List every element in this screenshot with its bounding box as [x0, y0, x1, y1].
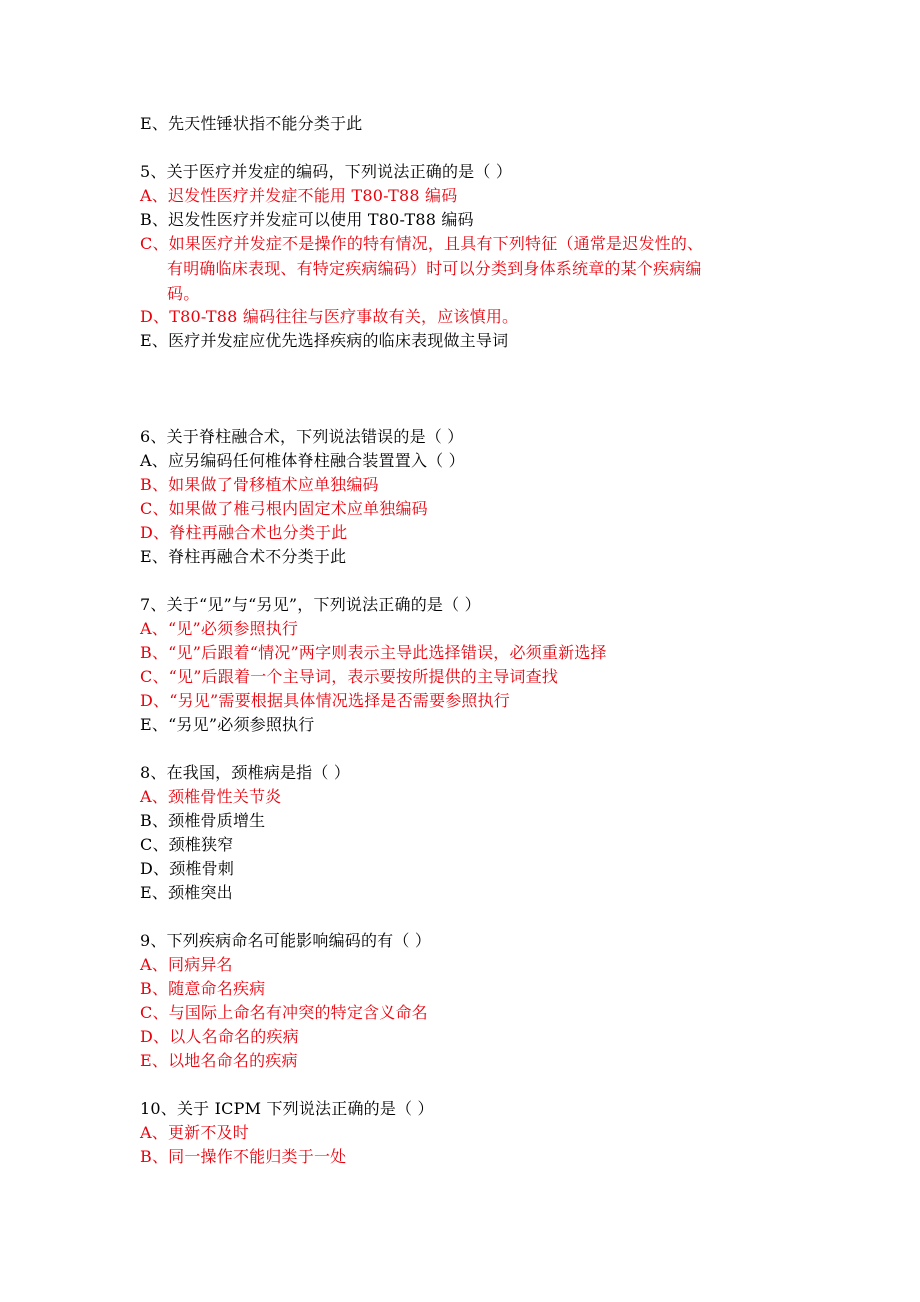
option-line: A、迟发性医疗并发症不能用 T80-T88 编码 [140, 186, 458, 205]
option-line-continued: 有明确临床表现、有特定疾病编码）时可以分类到身体系统章的某个疾病编 [167, 259, 702, 278]
option-line: C、与国际上命名有冲突的特定含义命名 [140, 1003, 428, 1022]
question-8-stem: 8、在我国，颈椎病是指（ ） [140, 763, 351, 782]
option-line: E、脊柱再融合术不分类于此 [140, 547, 347, 566]
option-line: E、“另见”必须参照执行 [140, 715, 315, 734]
option-line: E、先天性锤状指不能分类于此 [140, 114, 363, 133]
option-line: D、“另见”需要根据具体情况选择是否需要参照执行 [140, 691, 510, 710]
option-line: A、更新不及时 [140, 1123, 249, 1142]
option-line: D、颈椎骨刺 [140, 859, 235, 878]
option-line: B、如果做了骨移植术应单独编码 [140, 475, 379, 494]
option-line: C、如果医疗并发症不是操作的特有情况，且具有下列特征（通常是迟发性的、 [140, 234, 704, 253]
option-line: C、颈椎狭窄 [140, 835, 234, 854]
option-line: B、迟发性医疗并发症可以使用 T80-T88 编码 [140, 210, 474, 229]
option-line: C、“见”后跟着一个主导词，表示要按所提供的主导词查找 [140, 667, 559, 686]
question-7-stem: 7、关于“见”与“另见”，下列说法正确的是（ ） [140, 595, 481, 614]
option-line: A、同病异名 [140, 955, 233, 974]
option-line: E、医疗并发症应优先选择疾病的临床表现做主导词 [140, 331, 509, 350]
option-line: E、以地名命名的疾病 [140, 1051, 298, 1070]
option-line: A、应另编码任何椎体脊柱融合装置置入（ ） [140, 451, 465, 470]
option-line: B、随意命名疾病 [140, 979, 266, 998]
question-6-stem: 6、关于脊柱融合术，下列说法错误的是（ ） [140, 427, 464, 446]
option-line: C、如果做了椎弓根内固定术应单独编码 [140, 499, 428, 518]
option-line: D、脊柱再融合术也分类于此 [140, 523, 348, 542]
option-line: D、T80-T88 编码往往与医疗事故有关，应该慎用。 [140, 307, 519, 326]
question-9-stem: 9、下列疾病命名可能影响编码的有（ ） [140, 931, 432, 950]
option-line: A、颈椎骨性关节炎 [140, 787, 282, 806]
question-10-stem: 10、关于 ICPM 下列说法正确的是（ ） [140, 1099, 434, 1118]
option-line: B、颈椎骨质增生 [140, 811, 266, 830]
option-line: B、同一操作不能归类于一处 [140, 1147, 347, 1166]
option-line: A、“见”必须参照执行 [140, 619, 299, 638]
option-line: B、“见”后跟着“情况”两字则表示主导此选择错误，必须重新选择 [140, 643, 607, 662]
option-line-continued: 码。 [167, 284, 200, 303]
option-line: E、颈椎突出 [140, 883, 233, 902]
option-line: D、以人名命名的疾病 [140, 1027, 299, 1046]
question-5-stem: 5、关于医疗并发症的编码，下列说法正确的是（ ） [140, 162, 513, 181]
